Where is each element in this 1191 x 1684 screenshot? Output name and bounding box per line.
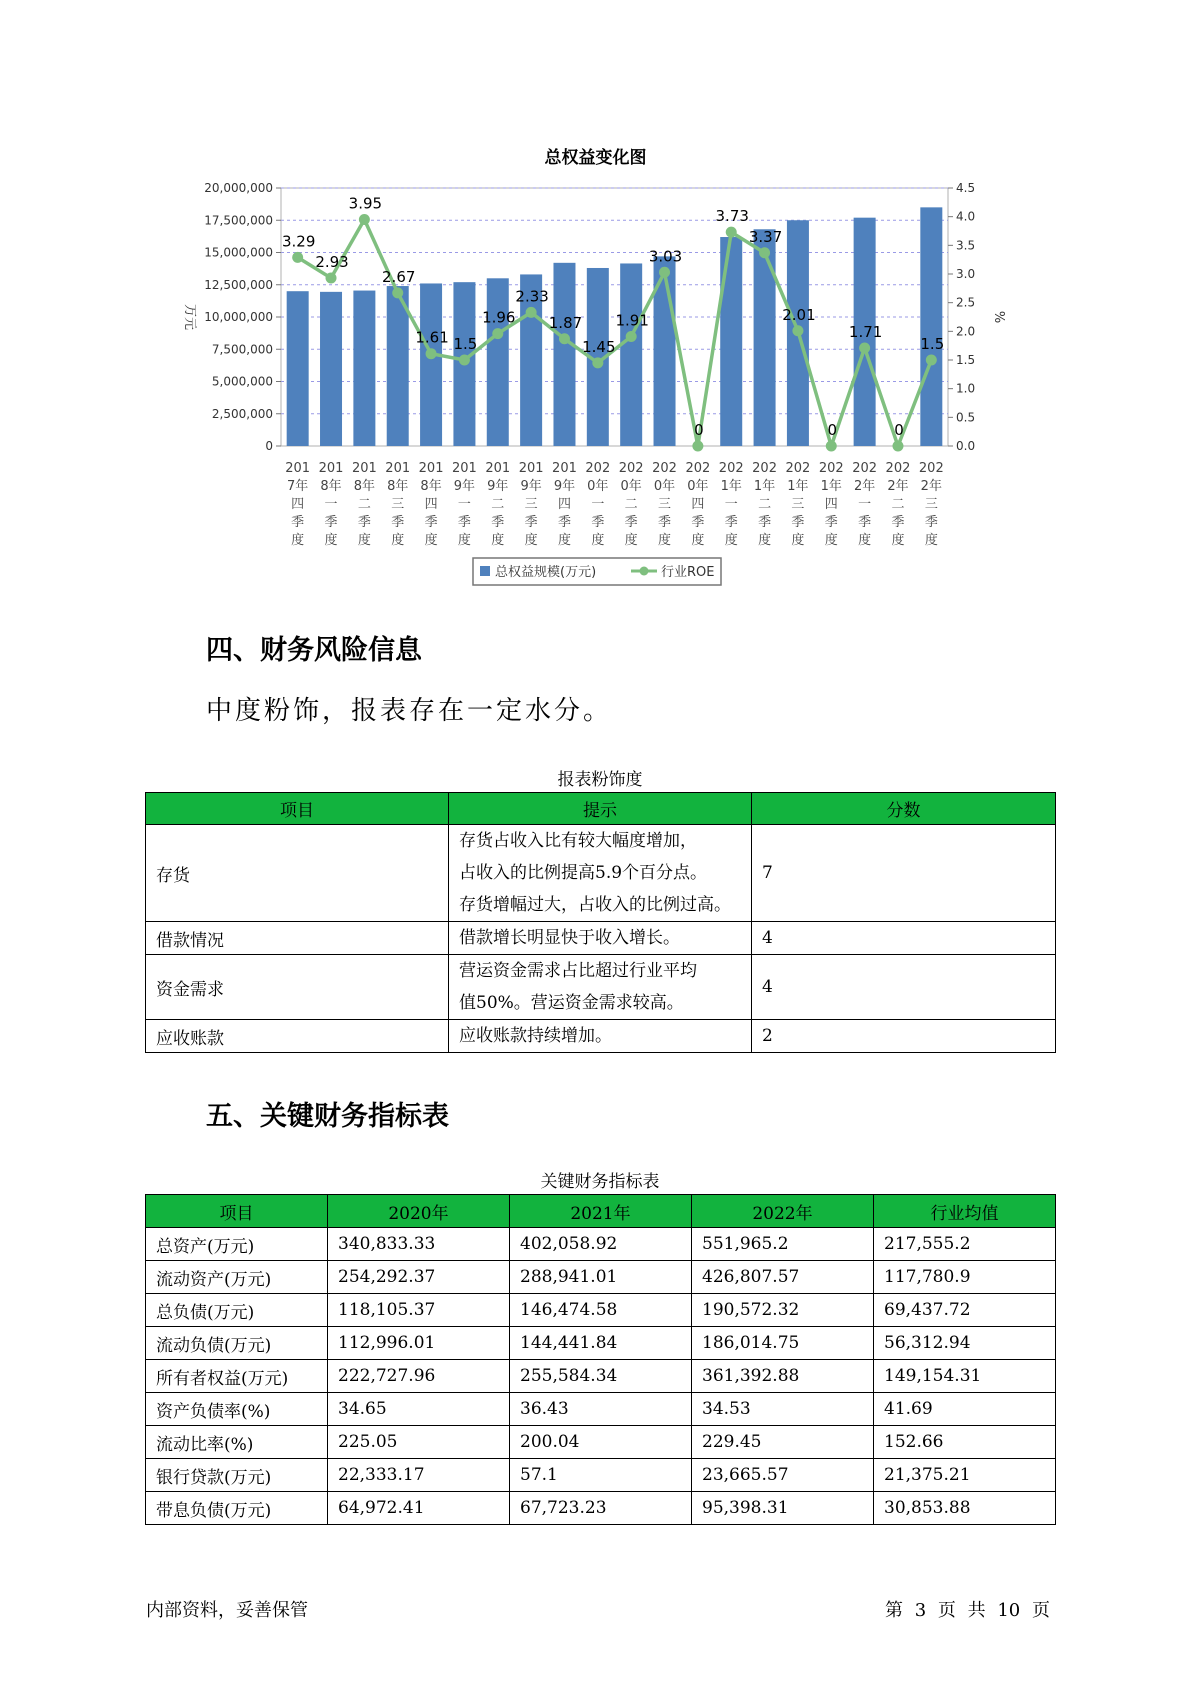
x-tick-label: 三 (924, 497, 938, 512)
x-tick-label: 9年 (520, 479, 542, 494)
header-hint: 提示 (449, 793, 752, 825)
bar (920, 207, 945, 446)
equity-chart (0, 0, 1191, 600)
x-tick-label: 8年 (420, 479, 442, 494)
x-tick-label: 202 (652, 461, 677, 476)
table-row (146, 922, 1056, 955)
hint-line: 占收入的比例提高5.9个百分点。 (459, 863, 708, 883)
x-tick-label: 0年 (620, 479, 642, 494)
y-right-tick-label: 3.5 (956, 238, 976, 253)
x-tick-label: 度 (357, 533, 371, 548)
x-tick-label: 度 (424, 533, 438, 548)
roe-data-label: 2.01 (782, 305, 816, 324)
hint-line: 借款增长明显快于收入增长。 (459, 928, 680, 948)
row-item: 流动资产(万元) (146, 1261, 328, 1294)
y-left-tick-label: 12,500,000 (204, 277, 273, 292)
footer-confidential: 内部资料，妥善保管 (146, 1600, 308, 1621)
roe-point (859, 342, 870, 353)
roe-data-label: 3.03 (648, 247, 683, 266)
y-right-tick-label: 1.5 (956, 353, 976, 367)
roe-point (626, 331, 637, 342)
x-tick-label: 度 (624, 533, 638, 548)
row-value: 112,996.01 (328, 1327, 510, 1360)
x-tick-label: 0年 (587, 479, 609, 494)
roe-data-label: 3.95 (348, 194, 383, 213)
x-tick-label: 季 (824, 515, 838, 530)
x-tick-label: 季 (524, 515, 538, 530)
x-tick-label: 7年 (287, 479, 309, 494)
x-tick-label: 1年 (820, 479, 842, 494)
roe-point (592, 357, 603, 368)
row-value: 117,780.9 (874, 1261, 1056, 1294)
row-value: 118,105.37 (328, 1294, 510, 1327)
row-item: 银行贷款(万元) (146, 1459, 328, 1492)
header-2020: 2020年 (328, 1195, 510, 1228)
section4-heading: 四、财务风险信息 (206, 635, 422, 666)
row-item: 应收账款 (146, 1020, 449, 1053)
row-item: 总资产(万元) (146, 1228, 328, 1261)
row-item: 流动负债(万元) (146, 1327, 328, 1360)
table-row (146, 1360, 1056, 1393)
row-value: 67,723.23 (510, 1492, 692, 1525)
x-tick-label: 2年 (920, 479, 942, 494)
x-tick-label: 2年 (853, 479, 876, 494)
row-score: 2 (752, 1020, 1056, 1053)
roe-data-label: 2.33 (515, 287, 549, 306)
y-right-tick-label: 0.0 (956, 439, 976, 453)
x-tick-label: 201 (552, 461, 577, 476)
y-left-tick-label: 5,000,000 (211, 374, 273, 389)
x-tick-label: 1年 (720, 479, 742, 494)
x-tick-label: 一 (858, 497, 872, 512)
roe-point (892, 441, 903, 452)
row-value: 69,437.72 (874, 1294, 1056, 1327)
x-tick-label: 1年 (753, 479, 776, 494)
x-tick-label: 二 (891, 497, 905, 512)
x-tick-label: 202 (618, 461, 644, 476)
y-right-tick-label: 0.5 (956, 410, 976, 425)
x-tick-label: 季 (724, 515, 738, 530)
x-tick-label: 202 (785, 461, 811, 476)
x-tick-label: 二 (491, 497, 505, 512)
whitewash-table (145, 792, 1056, 1053)
x-tick-label: 9年 (487, 479, 509, 494)
x-tick-label: 季 (324, 515, 338, 530)
row-value: 225.05 (328, 1426, 510, 1459)
row-item: 带息负债(万元) (146, 1492, 328, 1525)
x-tick-label: 度 (557, 533, 571, 548)
row-item: 所有者权益(万元) (146, 1360, 328, 1393)
x-tick-label: 1年 (787, 479, 809, 494)
x-tick-label: 度 (391, 533, 405, 548)
table-row (146, 1327, 1056, 1360)
row-value: 21,375.21 (874, 1459, 1056, 1492)
row-value: 340,833.33 (328, 1228, 510, 1261)
row-hint (449, 825, 752, 922)
x-tick-label: 度 (691, 533, 705, 548)
x-tick-label: 四 (291, 497, 305, 512)
y-left-tick-label: 15,000,000 (204, 245, 273, 260)
x-tick-label: 202 (852, 461, 878, 476)
x-tick-label: 度 (658, 533, 672, 548)
row-value: 22,333.17 (328, 1459, 510, 1492)
x-tick-label: 2年 (887, 479, 909, 494)
roe-data-label: 2.93 (315, 253, 349, 272)
hint-line: 存货占收入比有较大幅度增加， (459, 831, 697, 851)
legend-line-label: 行业ROE (661, 565, 715, 580)
roe-data-label: 3.37 (748, 227, 783, 246)
roe-point (726, 227, 737, 238)
x-tick-label: 季 (891, 515, 905, 530)
footer-page-number: 第 3 页 共 10 页 (885, 1600, 1050, 1621)
row-value: 57.1 (510, 1459, 692, 1492)
x-tick-label: 度 (824, 533, 838, 548)
roe-point (926, 355, 937, 366)
row-value: 34.53 (692, 1393, 874, 1426)
x-tick-label: 三 (791, 497, 805, 512)
y-left-tick-label: 0 (265, 439, 273, 453)
section5-heading: 五、关键财务指标表 (206, 1101, 449, 1132)
roe-point (526, 307, 537, 318)
roe-data-label: 1.5 (453, 335, 478, 353)
bar (553, 263, 575, 446)
x-tick-label: 季 (457, 515, 471, 530)
header-2021: 2021年 (510, 1195, 692, 1228)
bar (487, 278, 509, 446)
x-tick-label: 201 (285, 461, 311, 476)
x-tick-label: 9年 (453, 479, 476, 494)
x-tick-label: 四 (557, 497, 571, 512)
row-value: 149,154.31 (874, 1360, 1056, 1393)
x-tick-label: 一 (724, 497, 738, 512)
x-tick-label: 度 (491, 533, 505, 548)
x-tick-label: 二 (624, 497, 638, 512)
x-tick-label: 季 (424, 515, 438, 530)
y-right-tick-label: 4.0 (956, 209, 976, 224)
roe-data-label: 1.96 (482, 308, 516, 327)
x-tick-label: 202 (685, 461, 711, 476)
roe-point (792, 325, 803, 336)
row-value: 36.43 (510, 1393, 692, 1426)
row-value: 426,807.57 (692, 1261, 874, 1294)
roe-point (826, 441, 837, 452)
roe-data-label: 1.91 (615, 311, 649, 330)
legend-line-marker (640, 567, 649, 576)
row-value: 23,665.57 (692, 1459, 874, 1492)
table-row (146, 1492, 1056, 1525)
header-industry-avg: 行业均值 (874, 1195, 1056, 1228)
row-value: 255,584.34 (510, 1360, 692, 1393)
roe-point (392, 287, 403, 298)
row-item: 资产负债率(%) (146, 1393, 328, 1426)
row-value: 30,853.88 (874, 1492, 1056, 1525)
y-left-tick-label: 2,500,000 (211, 406, 273, 421)
hint-line: 值50%。营运资金需求较高。 (459, 993, 684, 1013)
table-row (146, 1459, 1056, 1492)
roe-data-label: 1.61 (415, 328, 449, 347)
x-tick-label: 四 (824, 497, 838, 512)
roe-data-label: 3.73 (715, 207, 749, 226)
table-row (146, 1393, 1056, 1426)
row-value: 152.66 (874, 1426, 1056, 1459)
roe-point (292, 252, 303, 263)
x-tick-label: 季 (758, 515, 772, 530)
y-right-tick-label: 3.0 (956, 267, 976, 281)
key-indicators-table (145, 1194, 1056, 1525)
row-value: 551,965.2 (692, 1228, 874, 1261)
x-tick-label: 201 (485, 461, 511, 476)
x-tick-label: 201 (418, 461, 444, 476)
row-item: 存货 (146, 825, 449, 922)
roe-data-label: 0 (894, 421, 904, 439)
x-tick-label: 季 (391, 515, 405, 530)
row-value: 288,941.01 (510, 1261, 692, 1294)
y-right-tick-label: 1.0 (956, 381, 976, 396)
table-row (146, 825, 1056, 922)
roe-point (459, 355, 470, 366)
roe-data-label: 0 (694, 421, 704, 439)
legend-bar-swatch (480, 566, 490, 576)
row-value: 402,058.92 (510, 1228, 692, 1261)
row-value: 34.65 (328, 1393, 510, 1426)
x-tick-label: 度 (758, 533, 772, 548)
bar (420, 283, 442, 446)
row-value: 56,312.94 (874, 1327, 1056, 1360)
row-value: 95,398.31 (692, 1492, 874, 1525)
row-value: 200.04 (510, 1426, 692, 1459)
x-tick-label: 度 (724, 533, 738, 548)
section4-text: 中度粉饰，报表存在一定水分。 (206, 696, 613, 726)
hint-line: 应收账款持续增加。 (459, 1026, 612, 1046)
bar (353, 291, 375, 446)
x-tick-label: 度 (524, 533, 538, 548)
y-left-tick-label: 17,500,000 (204, 213, 273, 228)
section5-table-caption: 关键财务指标表 (540, 1172, 660, 1192)
x-tick-label: 度 (457, 533, 471, 548)
row-value: 146,474.58 (510, 1294, 692, 1327)
x-tick-label: 202 (885, 461, 911, 476)
roe-point (559, 333, 570, 344)
row-score: 4 (752, 922, 1056, 955)
x-tick-label: 0年 (653, 479, 676, 494)
row-score: 7 (752, 825, 1056, 922)
table-row (146, 1228, 1056, 1261)
x-tick-label: 二 (758, 497, 772, 512)
row-hint (449, 922, 752, 955)
x-tick-label: 度 (291, 533, 305, 548)
row-value: 222,727.96 (328, 1360, 510, 1393)
bar (620, 263, 642, 446)
x-tick-label: 度 (858, 533, 872, 548)
y-right-tick-label: 2.5 (956, 295, 976, 310)
y-right-axis-label: % (991, 310, 1006, 324)
x-tick-label: 度 (591, 533, 605, 548)
roe-data-label: 0 (827, 421, 838, 439)
x-tick-label: 四 (424, 497, 438, 512)
x-tick-label: 度 (791, 533, 805, 548)
row-item: 总负债(万元) (146, 1294, 328, 1327)
x-tick-label: 季 (591, 515, 605, 530)
section4-table-caption: 报表粉饰度 (557, 770, 643, 790)
x-tick-label: 8年 (353, 479, 376, 494)
bar (287, 291, 309, 446)
x-tick-label: 8年 (320, 479, 342, 494)
row-value: 190,572.32 (692, 1294, 874, 1327)
roe-point (326, 273, 337, 284)
x-tick-label: 三 (391, 497, 405, 512)
x-tick-label: 一 (324, 497, 338, 512)
table-row (146, 1426, 1056, 1459)
x-tick-label: 度 (891, 533, 905, 548)
x-tick-label: 季 (624, 515, 638, 530)
x-tick-label: 三 (658, 497, 672, 512)
row-value: 217,555.2 (874, 1228, 1056, 1261)
x-tick-label: 一 (457, 497, 471, 512)
bar (720, 237, 742, 446)
roe-data-label: 3.29 (281, 232, 316, 251)
y-left-tick-label: 20,000,000 (204, 181, 273, 195)
row-score: 4 (752, 955, 1056, 1020)
x-tick-label: 9年 (553, 479, 576, 494)
roe-data-label: 2.67 (382, 267, 416, 286)
x-tick-label: 季 (357, 515, 371, 530)
x-tick-label: 一 (591, 497, 605, 512)
header-2022: 2022年 (692, 1195, 874, 1228)
x-tick-label: 四 (691, 497, 705, 512)
table-header-row (146, 793, 1056, 825)
x-tick-label: 季 (791, 515, 805, 530)
roe-data-label: 1.5 (920, 335, 945, 353)
roe-data-label: 1.71 (848, 322, 883, 341)
chart-title: 总权益变化图 (544, 148, 647, 168)
x-tick-label: 202 (585, 461, 611, 476)
x-tick-label: 202 (718, 461, 744, 476)
x-tick-label: 201 (351, 461, 377, 476)
x-tick-label: 季 (924, 515, 938, 530)
x-tick-label: 0年 (687, 479, 709, 494)
x-tick-label: 二 (357, 497, 371, 512)
x-tick-label: 202 (918, 461, 944, 476)
x-tick-label: 201 (385, 461, 411, 476)
bar (320, 292, 342, 446)
roe-point (492, 328, 503, 339)
row-value: 229.45 (692, 1426, 874, 1459)
row-item: 借款情况 (146, 922, 449, 955)
y-right-tick-label: 2.0 (956, 324, 976, 339)
table-row (146, 1294, 1056, 1327)
x-tick-label: 度 (924, 533, 938, 548)
table-row (146, 1020, 1056, 1053)
hint-line: 营运资金需求占比超过行业平均 (459, 961, 697, 981)
table-row (146, 955, 1056, 1020)
x-tick-label: 三 (524, 497, 538, 512)
x-tick-label: 8年 (387, 479, 409, 494)
table-row (146, 1261, 1056, 1294)
roe-data-label: 1.45 (582, 337, 616, 356)
x-tick-label: 202 (818, 461, 844, 476)
row-value: 64,972.41 (328, 1492, 510, 1525)
row-value: 41.69 (874, 1393, 1056, 1426)
row-value: 361,392.88 (692, 1360, 874, 1393)
header-score: 分数 (752, 793, 1056, 825)
y-right-tick-label: 4.5 (956, 181, 976, 195)
roe-point (692, 441, 703, 452)
legend-bar-label: 总权益规模(万元) (495, 565, 597, 580)
table-header-row (146, 1195, 1056, 1228)
x-tick-label: 201 (318, 461, 344, 476)
y-left-tick-label: 10,000,000 (204, 310, 273, 324)
x-tick-label: 季 (658, 515, 672, 530)
x-tick-label: 202 (752, 461, 777, 476)
chart-svg (0, 0, 1191, 600)
roe-point (659, 267, 670, 278)
x-tick-label: 度 (324, 533, 338, 548)
x-tick-label: 季 (858, 515, 872, 530)
roe-point (426, 348, 437, 359)
bar (754, 229, 776, 446)
roe-point (359, 214, 370, 225)
row-hint (449, 955, 752, 1020)
x-tick-label: 201 (518, 461, 544, 476)
row-item: 资金需求 (146, 955, 449, 1020)
x-tick-label: 201 (452, 461, 477, 476)
roe-data-label: 1.87 (548, 313, 583, 332)
x-tick-label: 季 (691, 515, 705, 530)
header-item: 项目 (146, 1195, 328, 1228)
x-tick-label: 季 (291, 515, 305, 530)
roe-point (759, 247, 770, 258)
x-tick-label: 季 (557, 515, 571, 530)
x-tick-label: 季 (491, 515, 505, 530)
row-value: 254,292.37 (328, 1261, 510, 1294)
header-item: 项目 (146, 793, 449, 825)
row-hint (449, 1020, 752, 1053)
y-left-tick-label: 7,500,000 (211, 342, 273, 357)
row-value: 186,014.75 (692, 1327, 874, 1360)
row-value: 144,441.84 (510, 1327, 692, 1360)
hint-line: 存货增幅过大，占收入的比例过高。 (459, 895, 731, 915)
y-left-axis-label: 万元 (182, 303, 197, 331)
row-item: 流动比率(%) (146, 1426, 328, 1459)
